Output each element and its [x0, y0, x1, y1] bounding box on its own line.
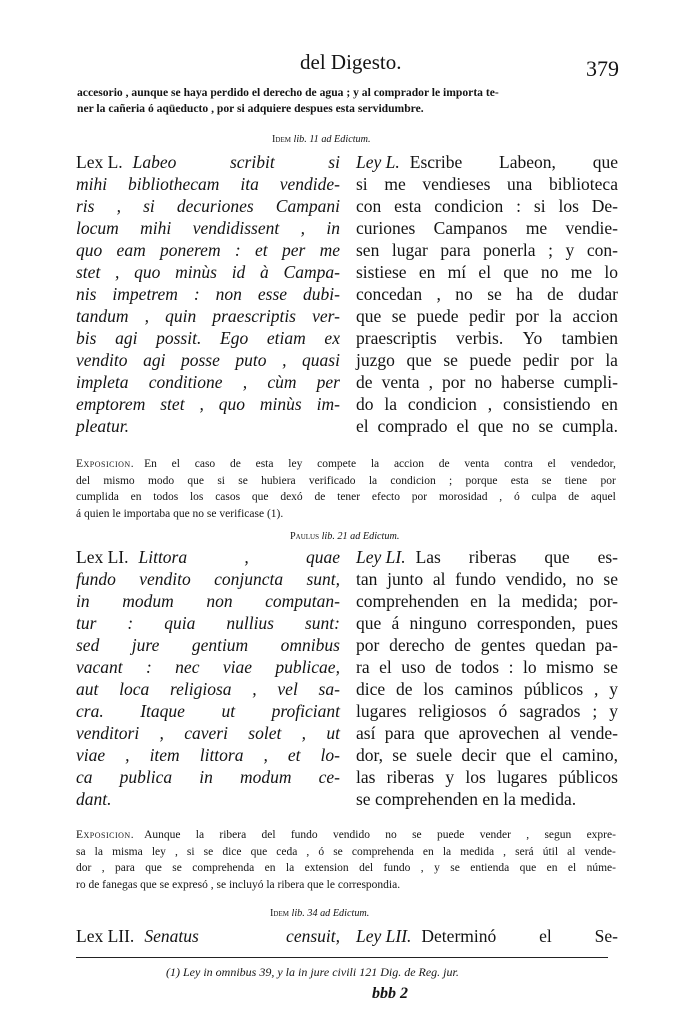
text-line: el comprado el que no se cumpla. [356, 416, 618, 436]
latin-column-lex-li [76, 546, 340, 810]
text-line: á quien le importaba que no se verificase (1). [76, 508, 284, 521]
exposicion-lex-li [76, 827, 616, 894]
text-line: tandum , quin praescriptis ver- [76, 306, 340, 326]
text-line: praescriptis verbis. Yo tambien [356, 328, 618, 348]
text-line: impleta conditione , cùm per [76, 372, 340, 392]
text-line: juzgo que se puede pedir por la [356, 350, 618, 370]
attribution-author: Paulus [290, 531, 320, 542]
text-line: curiones Campanos me vendie- [356, 218, 618, 238]
text-line: sed jure gentium omnibus [76, 635, 340, 655]
text-line: quo eam ponerem : et per me [76, 240, 340, 260]
text-line: mihi bibliothecam ita vendide- [76, 174, 340, 194]
text-line: lugares religiosos ó sagrados ; y [356, 701, 618, 721]
lex-label: Lex LI. [76, 547, 129, 567]
text-line: ris , si decuriones Campani [76, 196, 340, 216]
text-line: Senatus censuit, [144, 926, 340, 946]
text-line: Las riberas que es- [415, 547, 618, 567]
page-number: 379 [586, 56, 619, 81]
text-line: ro de fanegas que se expresó , se incluyó la ribera que le correspondia. [76, 879, 401, 892]
exposicion-label: Exposicion. [76, 458, 135, 470]
ley-label: Ley LI. [356, 547, 406, 567]
text-line: que se puede pedir por la accion [356, 306, 618, 326]
text-line: locum mihi vendidissent , in [76, 218, 340, 238]
signature-mark: bbb 2 [372, 985, 408, 1002]
text-line: Littora , quae [138, 547, 340, 567]
text-line: con esta condicion : si los De- [356, 196, 618, 216]
text-line: ra el uso de todos : lo mismo se [356, 657, 618, 677]
attribution-ref: lib. 21 ad Edictum. [321, 531, 400, 542]
text-line: pleatur. [76, 416, 129, 436]
text-line: fundo vendito conjuncta sunt, [76, 569, 340, 589]
text-line: in modum non computan- [76, 591, 340, 611]
text-line: concedan , no se ha de dudar [356, 284, 618, 304]
lex-label: Lex L. [76, 152, 123, 172]
attribution-author: Idem [272, 134, 291, 145]
spanish-column-ley-lii [356, 925, 618, 947]
text-line: vendito agi posse puto , quasi [76, 350, 340, 370]
carryover-line-1: accesorio , aunque se haya perdido el derecho de agua ; y al comprador le importa te- [77, 86, 499, 99]
latin-column-lex-lii [76, 925, 340, 947]
carryover-line-2: ner la cañeria ó aqüeducto , por si adquiere despues esta servidumbre. [77, 102, 424, 115]
footnote: (1) Ley in omnibus 39, y la in jure civili 121 Dig. de Reg. jur. [166, 965, 459, 979]
ley-label: Ley LII. [356, 926, 412, 946]
running-head-title: del Digesto. [300, 50, 402, 74]
attribution-lex-lii [270, 908, 369, 919]
text-line: cumplida en todos los casos que dexó de tener efecto por morosidad , ó culpa de aquel [76, 491, 616, 504]
text-line: ca publica in modum ce- [76, 767, 340, 787]
text-line: si me vendieses una biblioteca [356, 174, 618, 194]
text-line: las riberas y los lugares públicos [356, 767, 618, 787]
attribution-lex-li [290, 531, 399, 542]
text-line: En el caso de esta ley compete la accion de venta contra el vendedor, [144, 458, 616, 470]
text-line: comprehenden en la medida; por- [356, 591, 618, 611]
text-line: por derecho de gentes quedan pa- [356, 635, 618, 655]
footnote-rule [76, 957, 608, 958]
text-line: cra. Itaque ut proficiant [76, 701, 340, 721]
text-line: nis impetrem : non esse dubi- [76, 284, 340, 304]
text-line: Escribe Labeon, que [409, 152, 618, 172]
text-line: dor, se suele decir que el camino, [356, 745, 618, 765]
spanish-column-ley-li [356, 546, 618, 810]
text-line: viae , item littora , et lo- [76, 745, 340, 765]
attribution-lex-l [272, 134, 371, 145]
text-line: emptorem stet , quo minùs im- [76, 394, 340, 414]
text-line: se comprehenden en la medida. [356, 789, 577, 809]
lex-label: Lex LII. [76, 926, 135, 946]
exposicion-lex-l [76, 456, 616, 523]
text-line: venditori , caveri solet , ut [76, 723, 340, 743]
text-line: así para que aprovechen al vende- [356, 723, 618, 743]
text-line: Labeo scribit si [132, 152, 340, 172]
text-line: tan junto al fundo vendido, no se [356, 569, 618, 589]
text-line: stet , quo minùs id à Campa- [76, 262, 340, 282]
text-line: sen lugar para ponerla ; y con- [356, 240, 618, 260]
text-line: sistiese en mí el que no me lo [356, 262, 618, 282]
ley-label: Ley L. [356, 152, 400, 172]
text-line: sa la misma ley , si se dice que ceda , ó se comprehenda en la medida , será útil al vende- [76, 845, 616, 858]
text-line: Aunque la ribera del fundo vendido no se puede vender , segun expre- [144, 829, 616, 841]
text-line: que á ninguno corresponden, pues [356, 613, 618, 633]
text-line: vacant : nec viae publicae, [76, 657, 340, 677]
spanish-column-ley-l [356, 151, 618, 437]
text-line: dor , para que se comprehenda en la extension del fundo , y se entienda que en el núme- [76, 862, 616, 875]
attribution-author: Idem [270, 908, 289, 919]
text-line: del mismo modo que si se hubiera verificado la condicion ; porque esta se tiene por [76, 474, 616, 487]
text-line: dice de los caminos públicos , y [356, 679, 618, 699]
exposicion-label: Exposicion. [76, 829, 135, 841]
text-line: Determinó el Se- [421, 926, 618, 946]
text-line: bis agi possit. Ego etiam ex [76, 328, 340, 348]
text-line: do la condicion , consistiendo en [356, 394, 618, 414]
text-line: aut loca religiosa , vel sa- [76, 679, 340, 699]
attribution-ref: lib. 34 ad Edictum. [291, 908, 370, 919]
text-line: tur : quia nullius sunt: [76, 613, 340, 633]
text-line: dant. [76, 789, 112, 809]
text-line: de venta , por no haberse cumpli- [356, 372, 618, 392]
latin-column-lex-l [76, 151, 340, 437]
attribution-ref: lib. 11 ad Edictum. [293, 134, 371, 145]
